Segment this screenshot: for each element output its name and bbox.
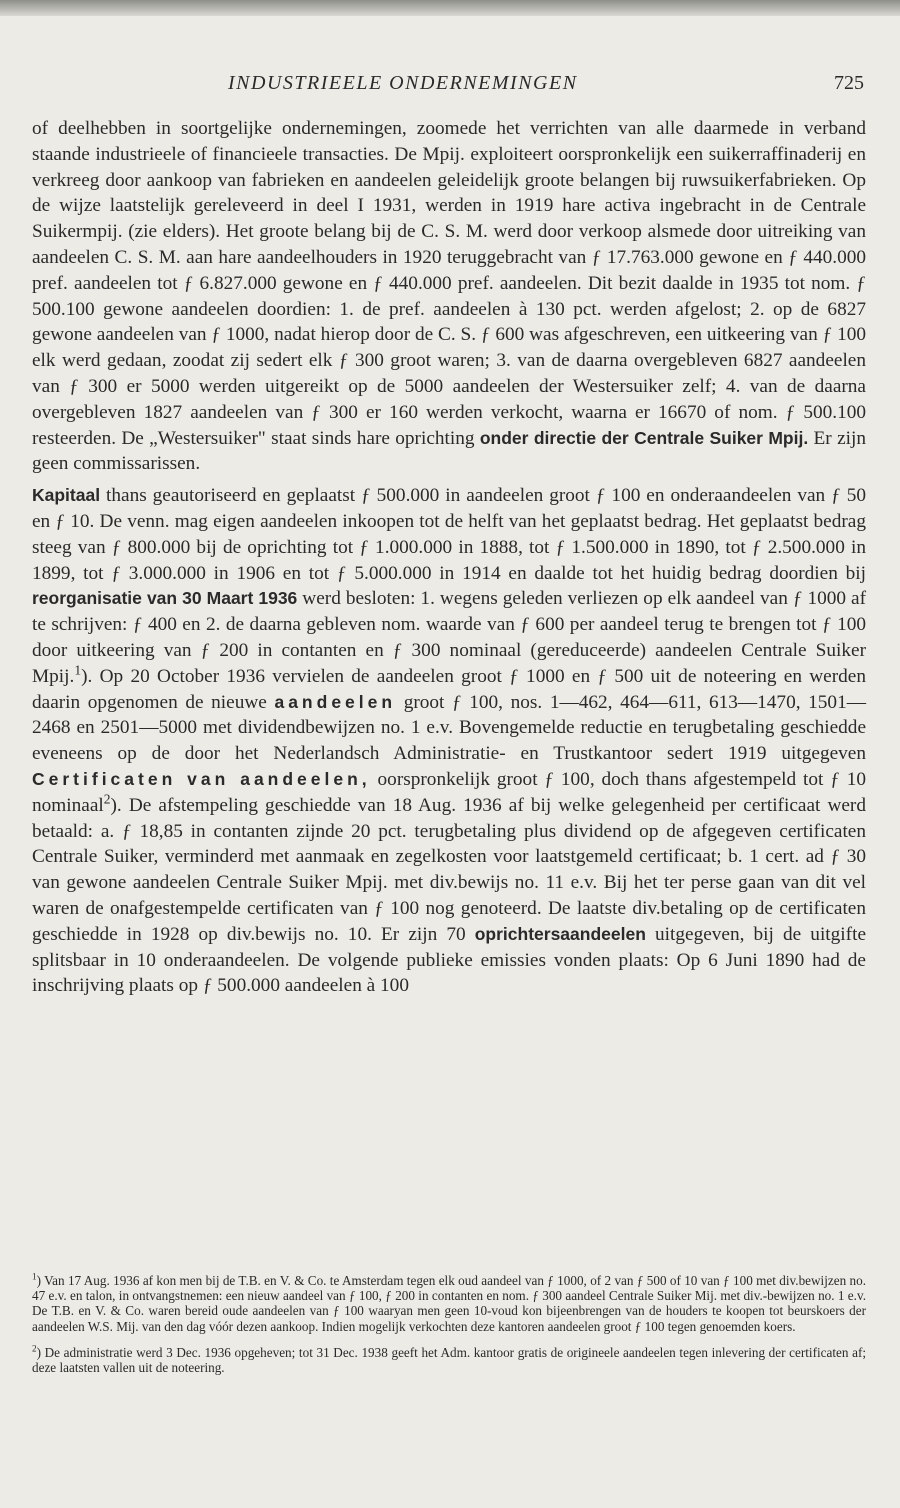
text-run: thans geautoriseerd en geplaatst ƒ 500.000 in aandeelen groot ƒ 100 en onderaandeelen van ƒ 50 en ƒ 10. De venn. mag eigen aandeelen inkoopen tot de helft van het geplaatst bedrag. Het geplaatst bedrag steeg van ƒ 800.000 bij de oprichting tot ƒ 1.000.000 in 1888, tot ƒ 1.500.000 in 1890, tot ƒ 2.500.000 in 1899, tot ƒ 3.000.000 in 1906 en tot ƒ 5.000.000 in 1914 en daalde tot het huidig bedrag doordien bij <box>32 485 866 584</box>
body-text <box>32 116 866 999</box>
text-run: ). Op 20 October 1936 vervielen de aandeelen groot ƒ 1000 en ƒ 500 uit de noteering en werden daarin opgenomen de nieuwe <box>32 665 866 713</box>
footnote-mark-2: 2 <box>32 1343 37 1354</box>
bold-heading-kapitaal: Kapitaal <box>32 485 101 506</box>
footnote-1 <box>32 1273 866 1334</box>
footnote-ref-2: 2 <box>103 791 111 807</box>
text-run: Er zijn geen commissarissen. <box>32 427 866 475</box>
bold-phrase-oprichtersaandeelen: oprichtersaandeelen <box>474 923 646 944</box>
footnote-1-text: ) Van 17 Aug. 1936 af kon men bij de T.B. en V. & Co. te Amsterdam tegen elk oud aandeel van ƒ 1000, of 2 van ƒ 500 of 10 van ƒ 100 met div.bewijzen no. 47 e.v. en talon, in ontvangstnemen: een nieuw aandeel van ƒ 100, ƒ 200 in contanten en nom. ƒ 300 aandeel Centrale Suiker Mij. met div.-bewijzen no. 1 e.v. De T.B. en V. & Co. waren bereid oude aandeelen van ƒ 100 waaryan men geen 10-voud kon bijeenbrengen van de houders te koopen tot beurskoers der aandeelen W.S. Mij. van den dag vóór dezen aankoop. Indien mogelijk verkochten deze kantoren aandeelen groot ƒ 100 tegen genoemden koers. <box>32 1273 866 1334</box>
page-header <box>32 72 868 102</box>
text-run: uitgegeven, bij de uitgifte splitsbaar in 10 onderaandeelen. De volgende publieke emissies vonden plaats: Op 6 Juni 1890 had de inschrijving plaats op ƒ 500.000 aandeelen à 100 <box>32 923 866 997</box>
footnote-2-text: ) De administratie werd 3 Dec. 1936 opgeheven; tot 31 Dec. 1938 geeft het Adm. kantoor gratis de origineele aandeelen tegen inlevering der certificaten af; deze laatsten vallen uit de noteering. <box>32 1344 866 1376</box>
footnote-mark-1: 1 <box>32 1271 37 1282</box>
text-run: of deelhebben in soortgelijke ondernemingen, zoomede het verrichten van alle daarmede in verband staande industrieele of financieele transacties. De Mpij. exploiteert oorspronkelijk een suikerraffinaderij en verkreeg door aankoop van fabrieken en aandeelen geleidelijk groote belangen bij ruwsuikerfabrieken. Op de wijze laatstelijk gereleveerd in deel I 1931, werden in 1919 hare activa ingebracht in de Centrale Suikermpij. (zie elders). Het groote belang bij de C. S. M. werd door verkoop alsmede door uitreiking van aandeelen C. S. M. aan hare aandeelhouders in 1920 teruggebracht van ƒ 17.763.000 gewone en ƒ 440.000 pref. aandeelen tot ƒ 6.827.000 gewone en ƒ 440.000 pref. aandeelen. Dit bezit daalde in 1935 tot nom. ƒ 500.100 gewone aandeelen doordien: 1. de pref. aandeelen à 130 pct. werden afgelost; 2. op de 6827 gewone aandeelen van ƒ 1000, nadat hierop door de C. S. ƒ 600 was afgeschreven, een uitkeering van ƒ 100 elk werd gedaan, zoodat zij sedert elk ƒ 300 groot waren; 3. van de daarna overgebleven 6827 aandeelen van ƒ 300 er 5000 werden uitgereikt op de 5000 aandeelen der Westersuiker zelf; 4. van de daarna overgebleven 1827 aandeelen van ƒ 300 er 160 werden verkocht, waarna er 16670 of nom. ƒ 500.100 resteerden. De „Westersuiker" staat sinds hare oprichting <box>32 118 866 449</box>
paragraph-kapitaal <box>32 483 866 999</box>
footnote-ref-1: 1 <box>74 662 82 678</box>
text-run: groot ƒ 100, nos. 1—462, 464—611, 613—1470, 1501—2468 en 2501—5000 met dividendbewijzen no. 1 e.v. Bovengemelde reductie en terugbetaling geschiedde eveneens op de door het Nederlandsch Administratie- en Trustkantoor sedert 1919 uitgegeven <box>32 691 866 765</box>
running-title: INDUSTRIEELE ONDERNEMINGEN <box>228 72 578 94</box>
bold-phrase-reorganisatie: reorganisatie van 30 Maart 1936 <box>32 588 298 609</box>
paragraph-company-history <box>32 116 866 477</box>
page-number: 725 <box>834 72 864 94</box>
bold-phrase-directie: onder directie der Centrale Suiker Mpij. <box>479 427 809 448</box>
text-run: ). De afstempeling geschiedde van 18 Aug. 1936 af bij welke gelegenheid per certificaat werd betaald: a. ƒ 18,85 in contanten zijnde 20 pct. terugbetaling plus dividend op de afgegeven certificaten Centrale Suiker, verminderd met aanmaak en zegelkosten voor laatstgemeld certificaat; b. 1 cert. ad ƒ 30 van gewone aandeelen Centrale Suiker Mpij. met div.bewijs no. 11 e.v. Bij het ter perse gaan van dit vel waren de onafgestempelde certificaten van ƒ 100 nog genoteerd. De laatste div.betaling op de certificaten geschiedde in 1928 op div.bewijs no. 10. Er zijn 70 <box>32 794 866 945</box>
spaced-phrase-certificaten: Certificaten van aandeelen, <box>32 768 371 789</box>
footnotes <box>32 1273 866 1375</box>
text-run: oorspronkelijk groot ƒ 100, doch thans afgestempeld tot ƒ 10 nominaal <box>32 768 866 816</box>
scan-edge-band <box>0 0 900 16</box>
footnote-2 <box>32 1345 866 1375</box>
spaced-phrase-aandeelen: aandeelen <box>274 691 397 712</box>
text-run: werd besloten: 1. wegens geleden verliezen op elk aandeel van ƒ 1000 af te schrijven: ƒ 400 en 2. de daarna gebleven nom. waarde van ƒ 600 per aandeel terug te brengen tot ƒ 100 door uitkeering van ƒ 200 in contanten en ƒ 300 nominaal (gereduceerde) aandeelen Centrale Suiker Mpij. <box>32 588 867 687</box>
